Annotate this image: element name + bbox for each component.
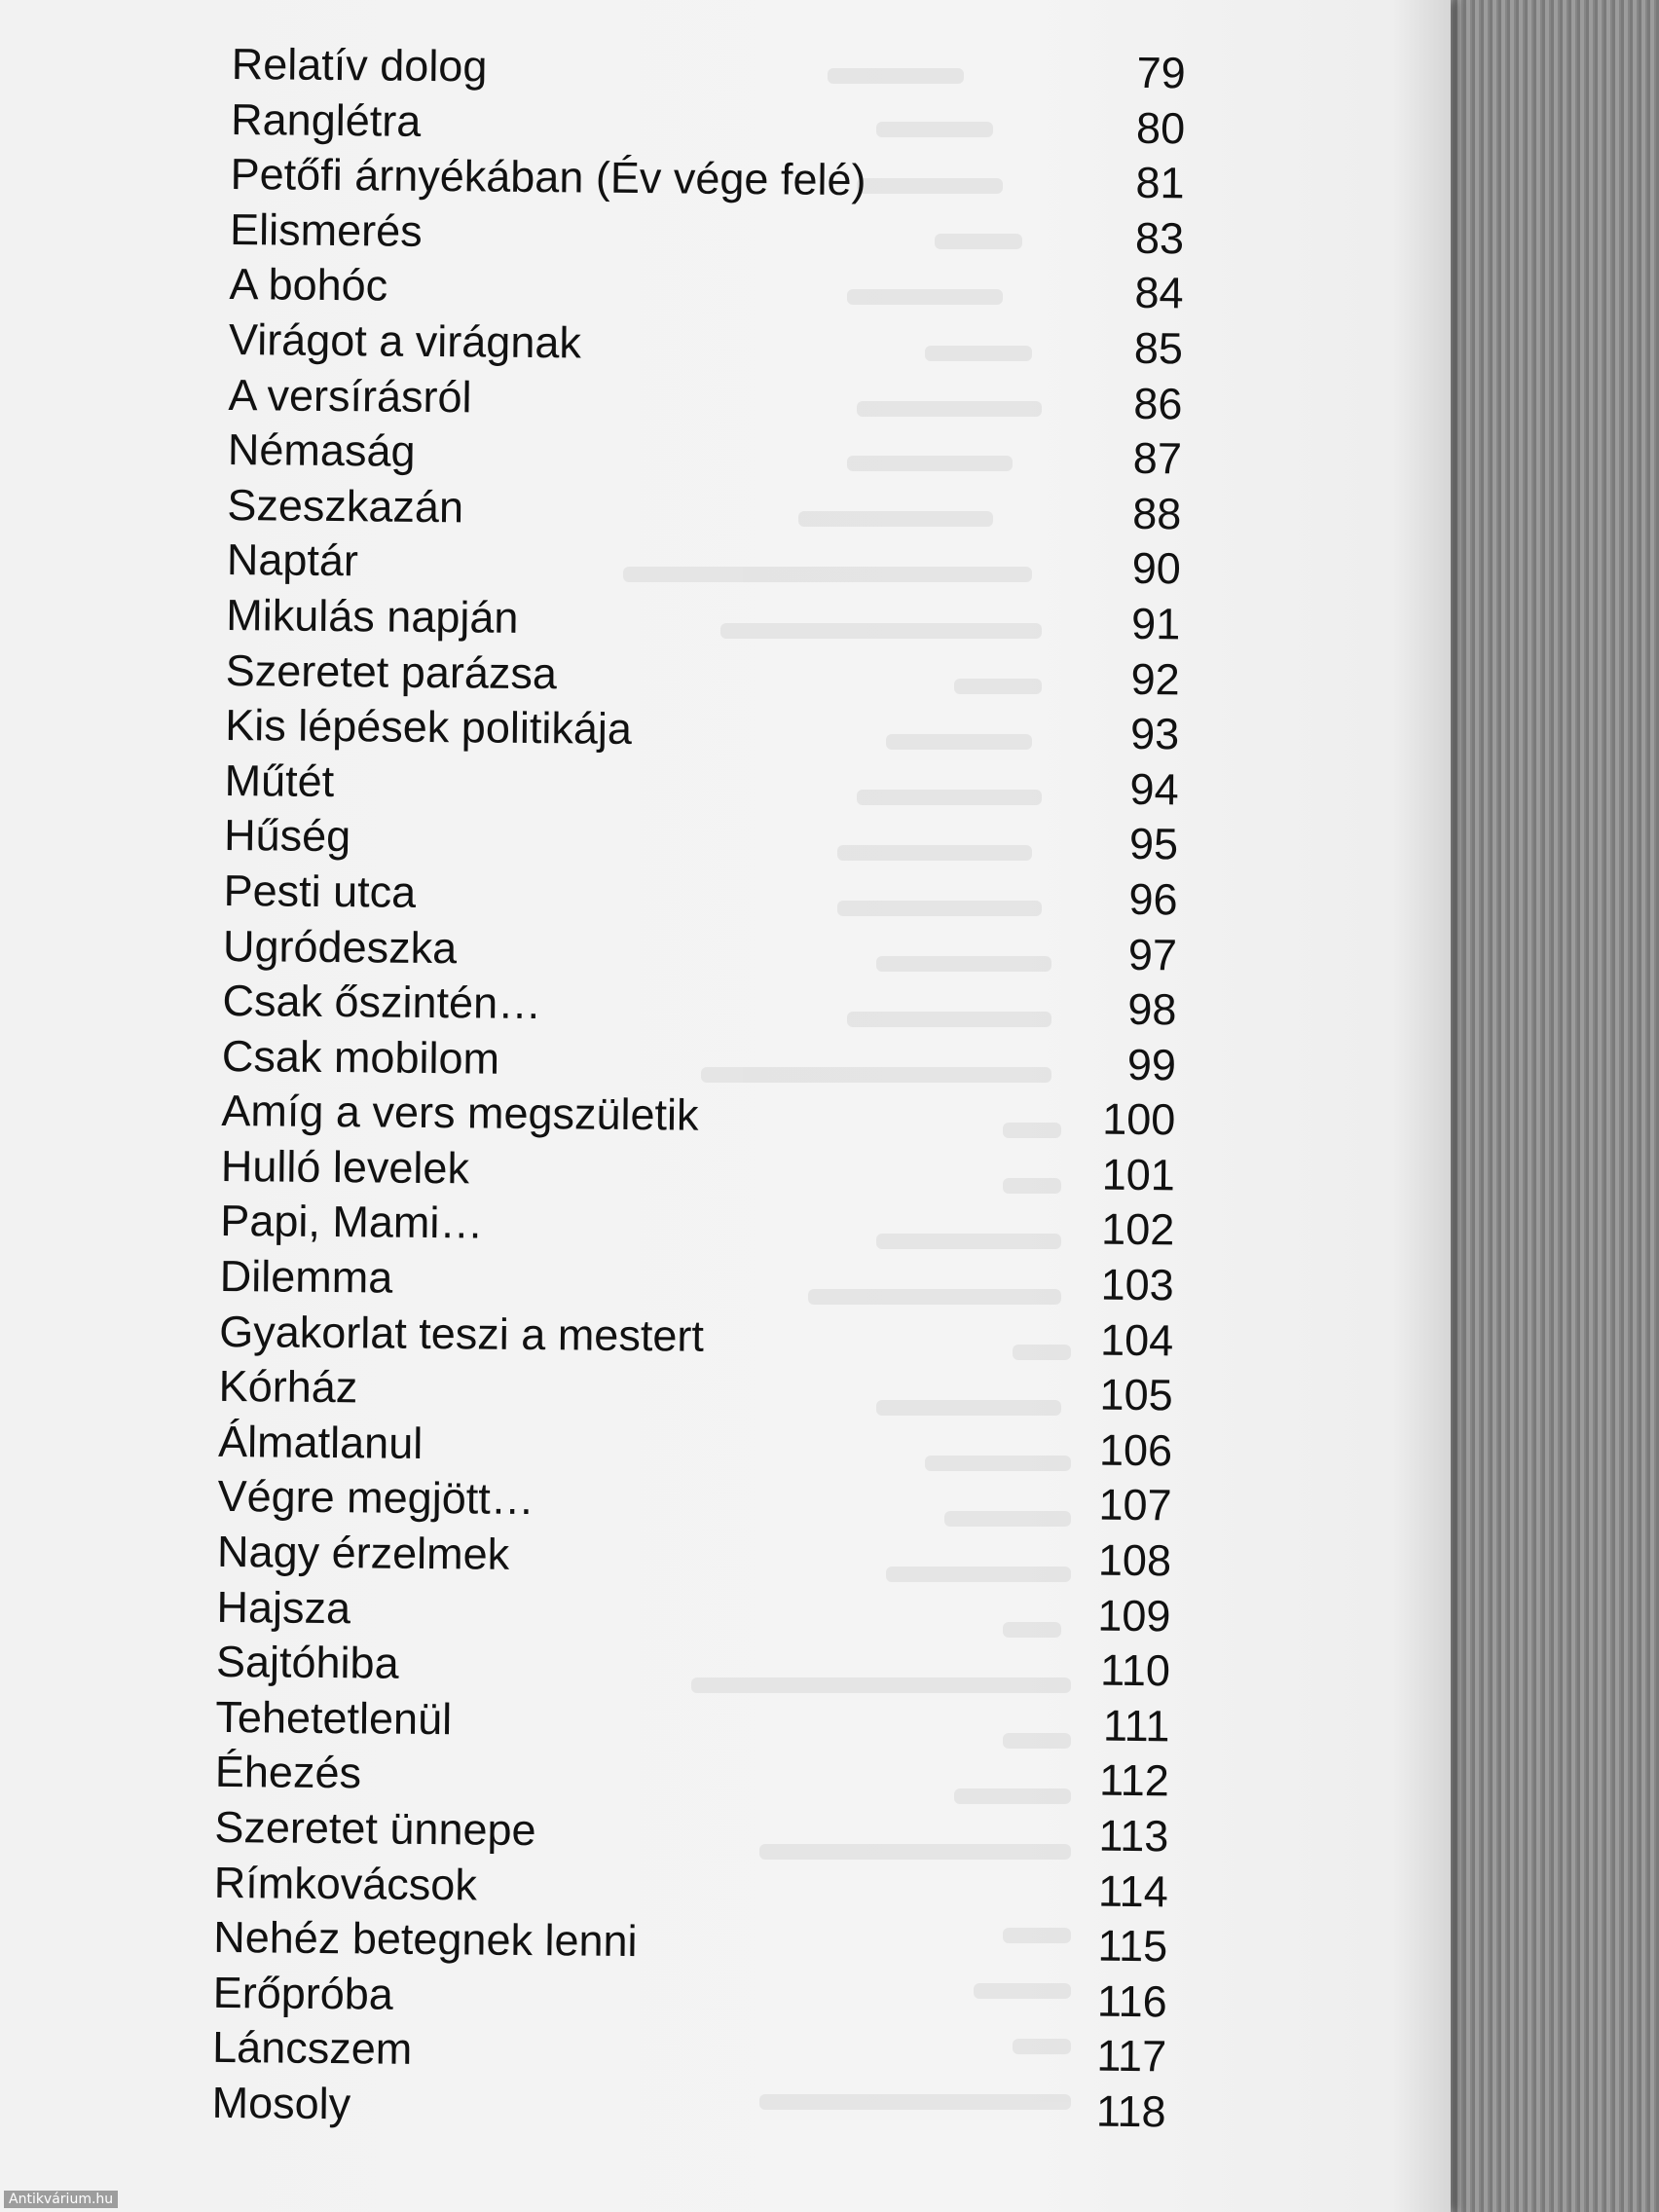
toc-entry (224, 754, 1178, 818)
toc-entry (221, 1084, 1175, 1148)
toc-entry (216, 1580, 1170, 1644)
toc-entry-page-number: 90 (1131, 543, 1182, 594)
toc-entry (214, 1856, 1168, 1920)
toc-entry (213, 1910, 1167, 1974)
toc-entry-page-number: 102 (1100, 1204, 1175, 1255)
toc-entry (231, 37, 1185, 101)
toc-entry-title: Műtét (224, 755, 335, 806)
toc-entry-page-number: 79 (1136, 47, 1186, 98)
toc-entry (217, 1469, 1171, 1533)
toc-entry-title: Relatív dolog (231, 38, 488, 92)
toc-entry (222, 1029, 1176, 1093)
toc-entry-page-number: 93 (1129, 709, 1180, 759)
toc-entry-page-number: 118 (1095, 2085, 1166, 2137)
toc-entry-page-number: 103 (1100, 1259, 1174, 1310)
toc-entry-title: Ugródeszka (222, 920, 458, 973)
toc-entry (219, 1305, 1173, 1369)
toc-entry (220, 1194, 1174, 1258)
toc-entry (230, 203, 1184, 267)
toc-entry-title: A bohóc (229, 259, 388, 311)
toc-entry (211, 2076, 1165, 2140)
toc-entry-page-number: 91 (1130, 598, 1181, 649)
toc-entry (228, 423, 1182, 487)
toc-entry-page-number: 98 (1127, 983, 1177, 1035)
toc-entry-title: Pesti utca (223, 865, 417, 917)
toc-entry (223, 864, 1177, 928)
toc-entry-page-number: 92 (1130, 653, 1180, 704)
toc-entry (216, 1635, 1170, 1699)
toc-entry (218, 1359, 1172, 1423)
toc-entry-page-number: 95 (1128, 819, 1179, 869)
toc-entry-page-number: 113 (1098, 1810, 1169, 1862)
toc-entry (218, 1415, 1172, 1479)
toc-entry-page-number: 88 (1132, 488, 1182, 539)
toc-entry-title: Szeretet ünnepe (214, 1801, 536, 1856)
toc-entry-title: Rímkovácsok (213, 1857, 478, 1910)
toc-entry (227, 533, 1181, 597)
toc-entry-title: Naptár (226, 535, 359, 586)
toc-entry-title: Álmatlanul (217, 1416, 424, 1468)
toc-entry-page-number: 116 (1096, 1975, 1167, 2027)
toc-entry-page-number: 80 (1135, 102, 1186, 153)
toc-entry-page-number: 107 (1098, 1480, 1172, 1530)
toc-entry-page-number: 99 (1126, 1039, 1177, 1090)
toc-entry-title: Mosoly (211, 2077, 351, 2129)
toc-entry-title: Hűség (223, 810, 351, 862)
toc-entry-page-number: 86 (1133, 378, 1183, 428)
toc-entry-page-number: 114 (1097, 1865, 1169, 1916)
toc-entry-page-number: 109 (1097, 1590, 1171, 1641)
toc-entry (226, 588, 1180, 652)
toc-entry-title: Csak mobilom (221, 1030, 500, 1084)
toc-entry-title: A versírásról (228, 369, 472, 422)
toc-entry-title: Dilemma (219, 1251, 393, 1303)
toc-entry-page-number: 97 (1127, 929, 1178, 979)
toc-entry (227, 478, 1181, 542)
table-of-contents (211, 37, 1186, 2140)
toc-entry-page-number: 84 (1134, 268, 1184, 318)
toc-entry (224, 808, 1178, 872)
toc-entry (231, 92, 1185, 157)
toc-entry-title: Erőpróba (212, 1967, 394, 2019)
toc-entry-title: Éhezés (214, 1747, 362, 1798)
toc-entry (225, 698, 1179, 762)
toc-entry-page-number: 81 (1135, 158, 1185, 208)
toc-entry-title: Láncszem (211, 2022, 413, 2075)
toc-entry-page-number: 106 (1098, 1424, 1173, 1476)
toc-entry-page-number: 100 (1102, 1093, 1176, 1145)
toc-entry-title: Nehéz betegnek lenni (213, 1912, 638, 1967)
toc-entry-title: Virágot a virágnak (228, 313, 582, 368)
toc-entry (222, 974, 1176, 1038)
toc-entry-page-number: 104 (1099, 1314, 1174, 1366)
toc-entry-title: Gyakorlat teszi a mestert (218, 1306, 705, 1361)
toc-entry-title: Elismerés (229, 203, 423, 256)
toc-entry-title: Papi, Mami… (220, 1196, 484, 1249)
toc-entry-title: Kórház (218, 1361, 358, 1413)
toc-entry (212, 2020, 1166, 2084)
toc-entry (215, 1745, 1169, 1809)
toc-entry (215, 1690, 1169, 1754)
toc-entry-title: Csak őszintén… (222, 976, 542, 1029)
toc-entry-page-number: 96 (1128, 873, 1178, 925)
toc-entry-page-number: 117 (1096, 2030, 1167, 2082)
toc-entry (225, 644, 1179, 708)
toc-entry-page-number: 83 (1134, 212, 1185, 264)
toc-entry-title: Hajsza (216, 1581, 351, 1633)
toc-entry (221, 1139, 1175, 1203)
toc-entry-title: Kis lépések politikája (224, 700, 633, 755)
toc-entry-title: Hulló levelek (220, 1140, 470, 1194)
toc-entry-page-number: 87 (1132, 433, 1183, 484)
toc-entry-title: Amíg a vers megszületik (221, 1086, 699, 1140)
toc-entry-page-number: 105 (1099, 1369, 1173, 1420)
toc-entry (212, 1966, 1166, 2030)
toc-entry (230, 147, 1184, 211)
toc-entry (223, 918, 1177, 982)
toc-entry (229, 313, 1183, 377)
toc-entry-page-number: 112 (1098, 1755, 1170, 1806)
toc-entry (217, 1525, 1171, 1589)
toc-entry-title: Szeretet parázsa (225, 645, 558, 698)
toc-entry-title: Végre megjött… (217, 1471, 535, 1525)
toc-entry (220, 1249, 1174, 1313)
toc-entry-title: Petőfi árnyékában (Év vége felé) (230, 149, 866, 205)
toc-entry-title: Szeszkazán (227, 479, 464, 533)
toc-entry-title: Némaság (227, 424, 416, 476)
toc-entry-page-number: 85 (1133, 322, 1184, 374)
toc-entry-page-number: 110 (1099, 1644, 1171, 1696)
toc-entry-page-number: 115 (1097, 1920, 1168, 1972)
toc-entry (228, 368, 1182, 432)
toc-entry-title: Sajtóhiba (215, 1637, 399, 1688)
toc-entry-title: Nagy érzelmek (216, 1526, 510, 1579)
toc-entry (229, 257, 1183, 321)
toc-entry-page-number: 108 (1097, 1534, 1172, 1586)
toc-entry-page-number: 94 (1129, 763, 1179, 815)
toc-entry-page-number: 111 (1102, 1700, 1170, 1751)
toc-entry-title: Tehetetlenül (215, 1691, 453, 1745)
watermark: Antikvárium.hu (4, 2191, 118, 2208)
toc-entry-title: Ranglétra (230, 93, 422, 146)
toc-entry-title: Mikulás napján (226, 589, 519, 643)
toc-entry (214, 1800, 1168, 1864)
toc-entry-page-number: 101 (1101, 1149, 1176, 1200)
